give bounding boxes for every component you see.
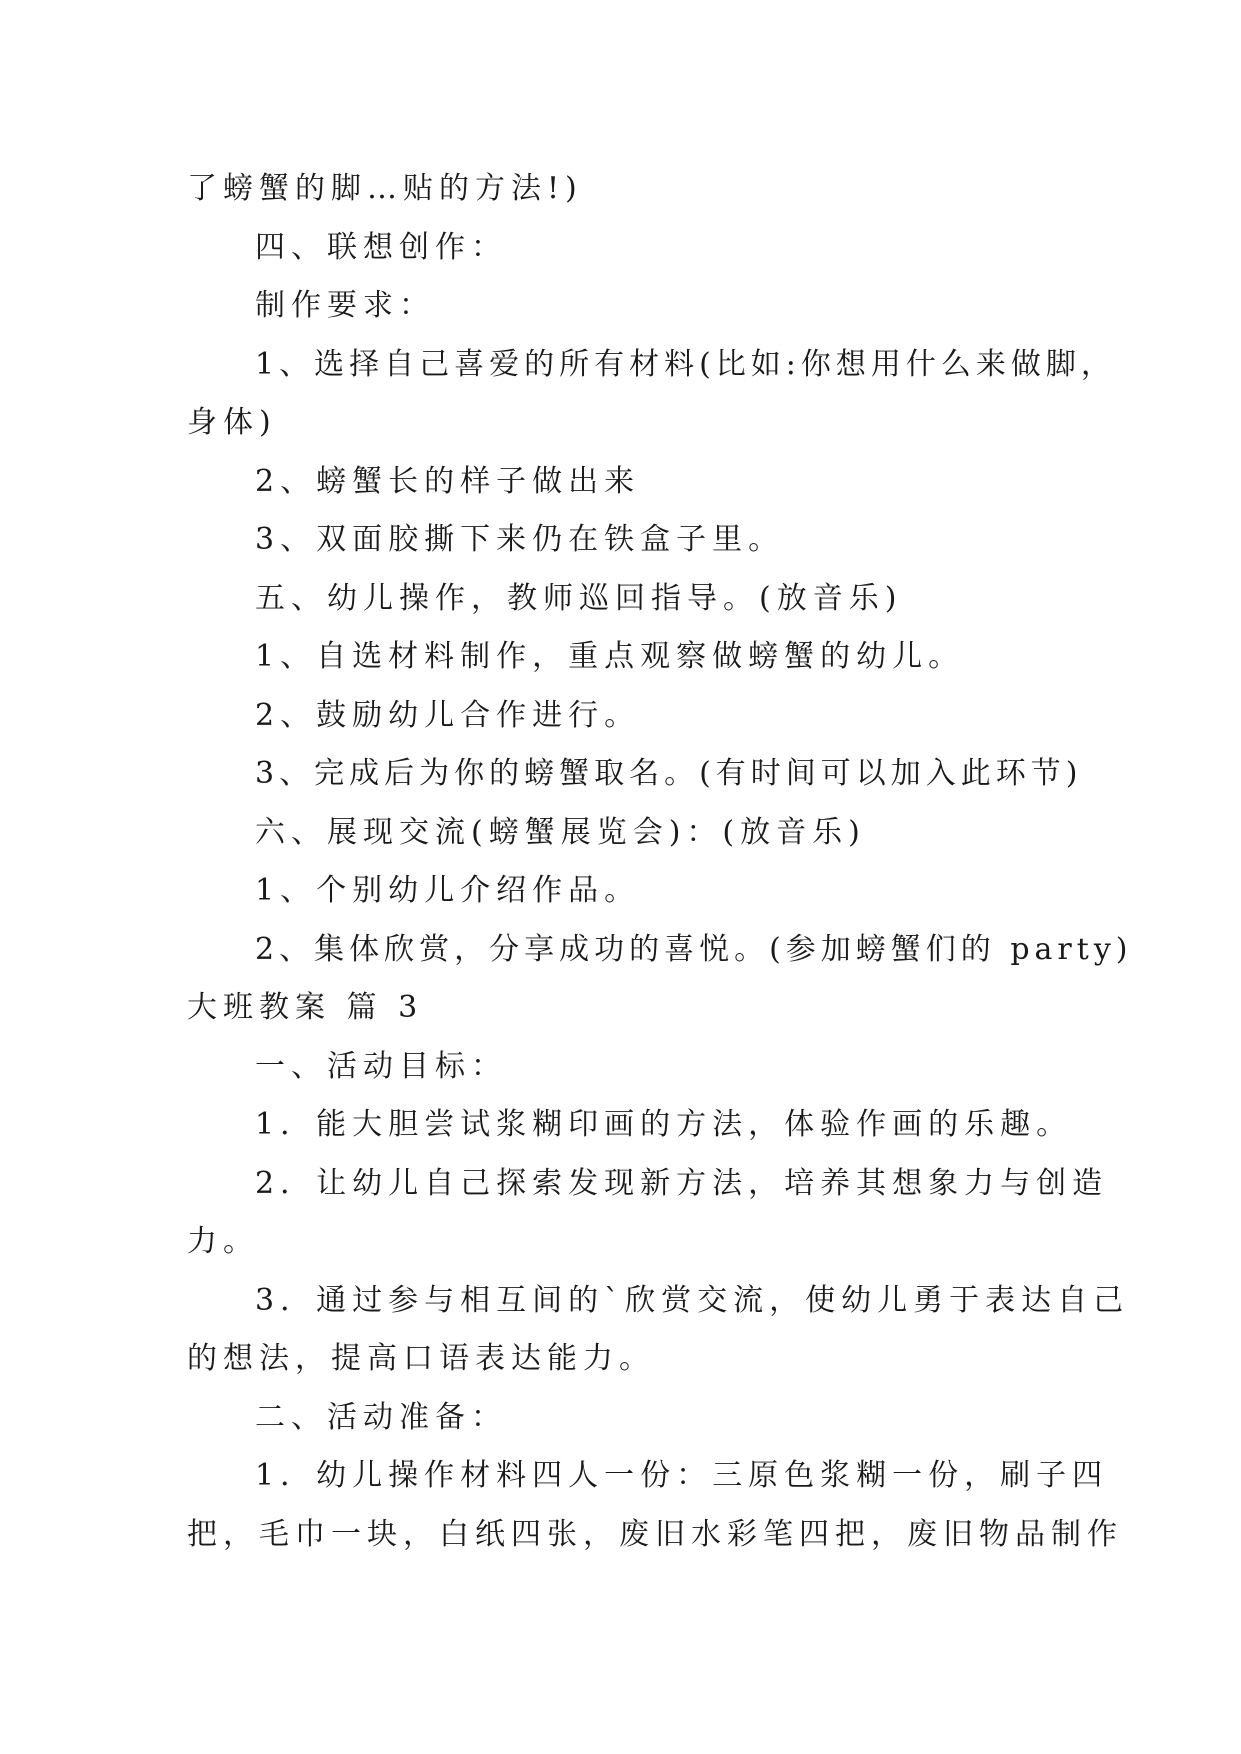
list-item: 2．让幼儿自己探索发现新方法，培养其想象力与创造 xyxy=(255,1165,1109,1201)
list-item: 1．幼儿操作材料四人一份：三原色浆糊一份，刷子四 xyxy=(255,1458,1109,1493)
list-item: 2、螃蟹长的样子做出来 xyxy=(255,463,641,499)
text-line: 了螃蟹的脚…贴的方法!) xyxy=(187,171,583,206)
list-item: 1、个别幼儿介绍作品。 xyxy=(255,873,641,908)
list-item: 3、双面胶撕下来仍在铁盒子里。 xyxy=(255,522,785,557)
section-heading-5: 五、幼儿操作，教师巡回指导。(放音乐) xyxy=(255,580,903,616)
section-heading-4: 四、联想创作： xyxy=(255,229,507,265)
list-item: 2、集体欣赏，分享成功的喜悦。(参加螃蟹们的 party) xyxy=(255,931,1133,967)
document-body xyxy=(187,160,1133,1564)
section-heading-6: 六、展现交流(螃蟹展览会)：(放音乐) xyxy=(255,814,866,850)
list-item: 3．通过参与相互间的`欣赏交流，使幼儿勇于表达自己 xyxy=(255,1282,1130,1318)
list-item: 3、完成后为你的螃蟹取名。(有时间可以加入此环节) xyxy=(255,756,1083,791)
text-line: 制作要求： xyxy=(255,288,435,323)
article-title: 大班教案 篇 3 xyxy=(187,990,424,1025)
list-item: 1、自选材料制作，重点观察做螃蟹的幼儿。 xyxy=(255,639,965,674)
text-line: 身体) xyxy=(187,405,277,440)
section-heading-2: 二、活动准备： xyxy=(255,1399,507,1435)
text-line: 的想法，提高口语表达能力。 xyxy=(187,1341,655,1376)
section-heading-1: 一、活动目标： xyxy=(255,1048,507,1084)
list-item: 1、选择自己喜爱的所有材料(比如:你想用什么来做脚， xyxy=(255,346,1116,382)
text-line: 把，毛巾一块，白纸四张，废旧水彩笔四把，废旧物品制作 xyxy=(187,1516,1123,1552)
list-item: 1．能大胆尝试浆糊印画的方法，体验作画的乐趣。 xyxy=(255,1107,1073,1142)
list-item: 2、鼓励幼儿合作进行。 xyxy=(255,697,641,733)
text-line: 力。 xyxy=(187,1224,259,1259)
